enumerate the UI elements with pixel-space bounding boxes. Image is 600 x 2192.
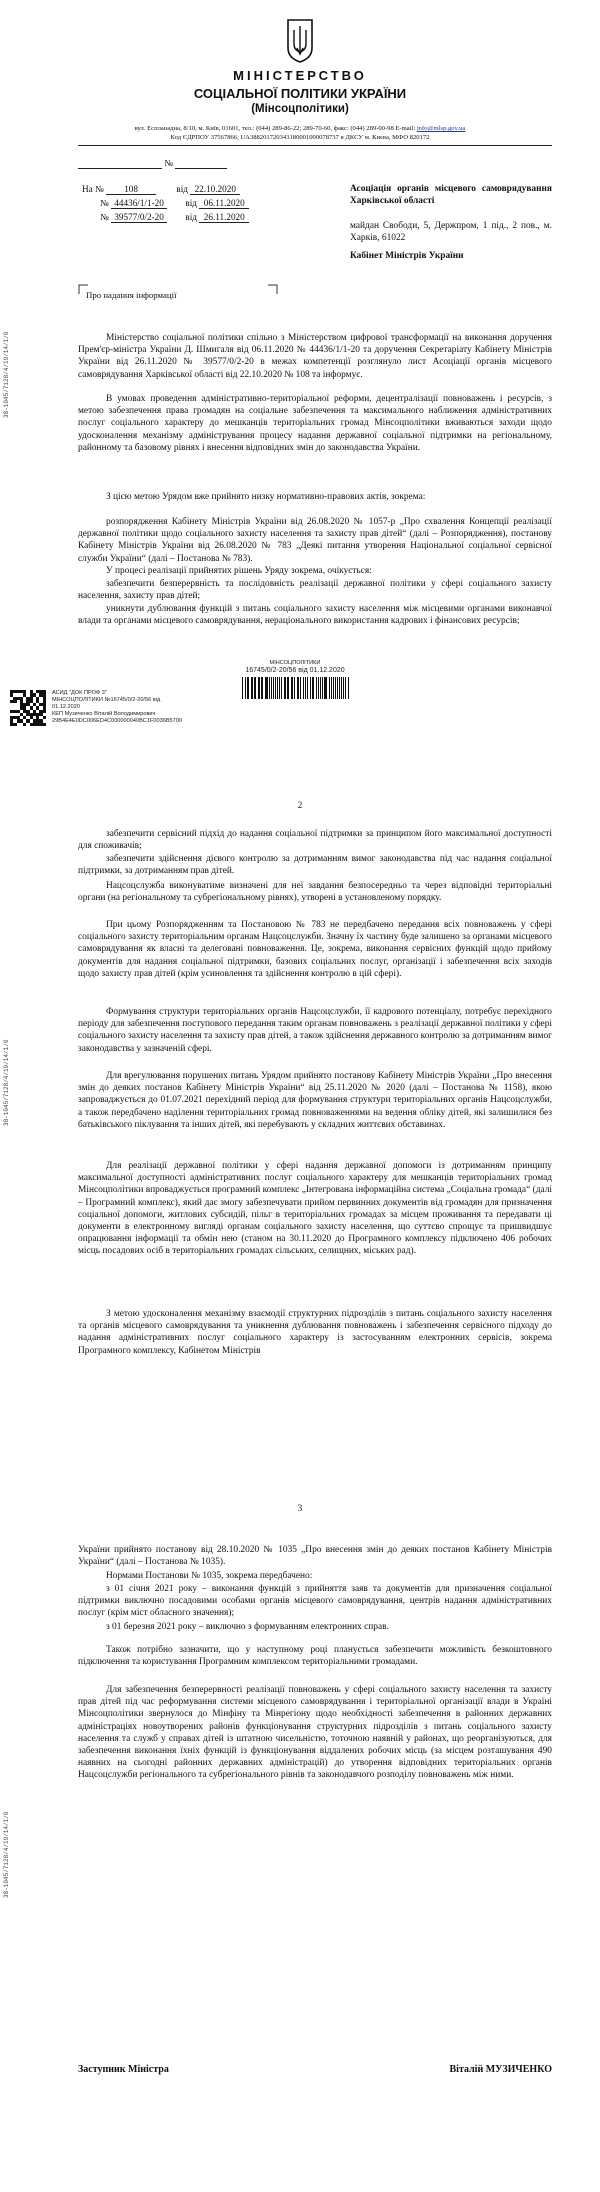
barcode-bar <box>337 677 338 699</box>
barcode-bar <box>324 677 325 699</box>
barcode-bar <box>300 677 301 699</box>
barcode-bar <box>271 677 272 699</box>
side-code: 38-1045/7128/4/19/14/1/0 <box>3 331 10 418</box>
paragraph: розпорядження Кабінету Міністрів України від 26.08.2020 № 1057-р „Про схвалення Концепції реалізації державної політики щодо соціального захисту населення та захисту прав дітей“ (далі – Розпорядження), постанову Кабінету Міністрів України від 26.08.2020 № 783 „Деякі питання утворення Національної соціальної сервісної служби України“ (далі – Постанова № 783). <box>78 517 552 564</box>
paragraph: забезпечити сервісний підхід до надання соціальної підтримки за принципом його максимальної доступності для споживачів; <box>78 829 552 852</box>
signatory-position: Заступник Міністра <box>78 2064 169 2075</box>
paragraph: Для врегулювання порушених питань Урядом прийнято постанову Кабінету Міністрів України „Про внесення змін до деяких постанов Кабінету Міністрів України“ від 25.11.2020 № 2020 (далі – Постанова № 1158), якою запроваджується до 01.07.2021 перехідний період для формування структури територіальних органів Нацсоцслужби, а також передбачено наділення територіальних громад повноваженнями на ведення обліку дітей, які залишилися без батьківського піклування та інших дітей, які перебувають у складних життєвих обставинах. <box>78 1071 552 1130</box>
barcode-bar <box>285 677 286 699</box>
contact-line: вул. Еспланадна, 8/10, м. Київ, 01601, тел.: (044) 289-86-22; 289-70-60, факс: (044) 289-00-98 E-mail: info@mlsp.gov.ua <box>134 125 466 132</box>
barcode-bar <box>251 677 253 699</box>
barcode-bar <box>339 677 340 699</box>
paragraph: забезпечити здійснення дієвого контролю за дотриманням вимог законодавства під час надання соціальної підтримки, за дотриманням прав дітей. <box>78 854 552 877</box>
barcode-bar <box>335 677 336 699</box>
barcode-bar <box>325 677 327 699</box>
header-divider <box>78 145 552 146</box>
paragraph: забезпечити безперервність та послідовність реалізації державної політики у сфері соціального захисту населення, захисту прав дітей; <box>78 579 552 602</box>
barcode-bar <box>345 677 347 699</box>
paragraph: Нормами Постанови № 1035, зокрема передбачено: <box>106 1571 313 1581</box>
page-number: 2 <box>297 800 303 810</box>
paragraph: уникнути дублювання функцій з питань соціального захисту населення між місцевими органами виконавчої влади та органами місцевого самоврядування, нераціонального використання кадрових і фінансових ресурсів; <box>78 604 552 627</box>
barcode-bar <box>333 677 334 699</box>
side-code: 38-1045/7128/4/19/14/1/0 <box>3 1039 10 1126</box>
barcode-bar <box>254 677 255 699</box>
barcode-bar <box>320 677 321 699</box>
barcode-bar <box>277 677 278 699</box>
barcode-bar <box>287 677 289 699</box>
paragraph: У процесі реалізації прийнятих рішень Уряду зокрема, очікується: <box>106 566 372 576</box>
barcode-bar <box>329 677 330 699</box>
barcode-bar <box>258 677 259 699</box>
barcode-bar <box>318 677 319 699</box>
barcode-bar <box>259 677 260 699</box>
barcode-bar <box>341 677 342 699</box>
barcode-bar <box>275 677 276 699</box>
registry-row: На № 108 від 22.10.2020 <box>82 184 302 195</box>
registration-number: 16745/0/2-20/56 від 01.12.2020 <box>245 667 345 674</box>
paragraph: України прийнято постанову від 28.10.2020 № 1035 „Про внесення змін до деяких постанов Кабінету Міністрів України“ (далі – Постанова № 1035). <box>78 1545 552 1568</box>
barcode-bar <box>248 677 249 699</box>
coat-of-arms-icon <box>286 18 314 64</box>
barcode-bar <box>273 677 274 699</box>
paragraph: З метою удосконалення механізму взаємодії структурних підрозділів з питань соціального захисту населення та органів місцевого самоврядування та уникнення дублювання повноважень і забезпечення сервісного підходу до надання адміністративних послуг соціального характеру із застосуванням електронних сервісів, зокрема Програмного комплексу, Кабінетом Міністрів <box>78 1309 552 1356</box>
barcode-bar <box>292 677 293 699</box>
barcode-bar <box>343 677 344 699</box>
page-number: 3 <box>297 1503 303 1513</box>
barcode-bar <box>297 677 298 699</box>
paragraph: з 01 січня 2021 року – виконання функцій з прийняття заяв та документів для призначення соціальної підтримки виключно посадовими особами органів місцевого самоврядування, центрів надання адміністративних послуг (крім міст обласного значення); <box>78 1584 552 1619</box>
barcode-bar <box>261 677 262 699</box>
barcode-bar <box>294 677 295 699</box>
outgoing-number: № <box>78 158 238 169</box>
barcode-bar <box>316 677 317 699</box>
subject-line: Про надання інформації <box>86 290 177 300</box>
paragraph: В умовах проведення адміністративно-територіальної реформи, децентралізації повноважень і ресурсів, з метою забезпечення права громадян на соціальне забезпечення та максимального наближення адміністративних послуг соціального характеру до мешканців територіальних громад Мінсоцполітики вживаються заходи щодо удосконалення механізму адміністрування процесу надання державної соціальної підтримки на регіональному, районному та базовому рівнях і внесення відповідних змін до законодавства України. <box>78 394 552 453</box>
barcode-bar <box>310 677 311 699</box>
paragraph: Для реалізації державної політики у сфері надання державної допомоги із дотриманням принципу максимальної доступності адміністративних послуг соціального характеру для мешканців територіальних громад Мінсоцполітики впроваджується програмний комплекс „Інтегрована інформаційна система „Соціальна громада“ (далі – Програмний комплекс), який дає змогу забезпечувати прийом первинних документів від громадян для призначення соціальної допомоги, житлових субсидій, пільг в територіальних громадах за місцем проживання та передавати ці документи в електронному вигляді органам соціального захисту населення, що суттєво спрощує та пришвидшує опрацювання інформації та обмін нею (станом на 30.11.2020 до Програмного комплексу підключено 406 робочих місць посадових осіб в територіальних громадах сільських, селищних, міських рад). <box>78 1161 552 1257</box>
barcode-bar <box>298 677 299 699</box>
paragraph: Міністерство соціальної політики спільно з Міністерством цифрової трансформації на виконання доручення Прем'єр-міністра України Д. Шмигаля від 06.11.2020 № 44436/1/1-20 та доручення Секретаріату Кабінету Міністрів України від 26.11.2020 № 39577/0/2-20 в межах компетенції розглянуло лист Асоціації органів місцевого самоврядування Харківської області від 22.10.2020 № 108 та інформує. <box>78 333 552 380</box>
ministry-short-name: (Мінсоцполітики) <box>251 103 349 115</box>
bank-details: Код ЄДРПОУ 37567866, UA388201720343180001000078737 в ДКСУ м. Києва, МФО 820172 <box>170 134 430 141</box>
registry-row: № 39577/0/2-20 від 26.11.2020 <box>100 212 310 223</box>
barcode-bar <box>269 677 270 699</box>
barcode-bar <box>281 677 282 699</box>
barcode-bar <box>305 677 306 699</box>
paragraph: Для забезпечення безперервності реалізації повноважень у сфері соціального захисту населення та захисту прав дітей під час реформування системи місцевого самоврядування і територіальної організації влади в Україні Мінсоцполітики звернулося до Мінфіну та Мінрегіону щодо необхідності забезпечення в районних державних адміністраціях новоутворених районів функціонування структурних підрозділів з питань соціального захисту населення та служб у справах дітей із штатною чисельністю, тоточною наявній у районах, що реорганізуються, для забезпечення виконання їхніх функцій із функціонування віддалених робочих місць (за місцем розташування 490 наявних на сьогодні районних державних адміністрацій) до утворення відповідних територіальних органів Нацсоцслужби регіонального та субрегіонального рівнів та законодавчого розподілу повноважень між ними. <box>78 1685 552 1781</box>
paragraph: При цьому Розпорядженням та Постановою № 783 не передбачено передання всіх повноважень у сфері соціального захисту територіальним органам Нацсоцслужби. Значну їх частину буде залишено за органами місцевого самоврядування як власні та делеговані повноваження. Це, зокрема, виконання сервісних функцій щодо прийому документів для надання соціальної підтримки, базових соціальних послуг, організації і забезпечення всіх заходів щодо захисту прав дітей (крім усиновлення та здійснення контролю в цій сфері). <box>78 920 552 979</box>
barcode-bar <box>279 677 280 699</box>
paragraph: З цією метою Урядом вже прийнято низку нормативно-правових актів, зокрема: <box>106 492 426 502</box>
barcode-bar <box>284 677 285 699</box>
barcode-bar <box>245 677 246 699</box>
barcode-bar <box>247 677 248 699</box>
email-link[interactable]: info@mlsp.gov.ua <box>416 125 466 132</box>
qr-code <box>10 690 46 726</box>
registry-row: № 44436/1/1-20 від 06.11.2020 <box>100 198 310 209</box>
barcode-bar <box>303 677 305 699</box>
barcode-bar <box>266 677 268 699</box>
side-code: 38-1045/7128/4/19/14/1/0 <box>3 1811 10 1898</box>
ministry-subtitle: СОЦІАЛЬНОЇ ПОЛІТИКИ УКРАЇНИ <box>193 86 407 101</box>
barcode-bar <box>348 677 349 699</box>
barcode-bar <box>291 677 292 699</box>
barcode-bar <box>331 677 332 699</box>
qr-caption: АСИД "ДОК ПРОФ 3" МІНСОЦПОЛІТИКИ №16745/0/2-20/56 від 01.12.2020 КЕП Музиченко Віталій Володимирович 29B4E4E0DC006ED4C000000040BC1F0036B5700 <box>52 690 182 724</box>
addressee-address: майдан Свободи, 5, Держпром, 1 під., 2 пов., м. Харків, 61022 <box>350 221 552 243</box>
barcode-bar <box>265 677 266 699</box>
barcode <box>242 677 350 699</box>
addressee-cabinet: Кабінет Міністрів України <box>350 251 464 261</box>
registration-label: МІНСОЦПОЛІТИКИ <box>269 660 321 666</box>
barcode-bar <box>255 677 256 699</box>
barcode-bar <box>242 677 243 699</box>
barcode-bar <box>307 677 308 699</box>
barcode-bar <box>322 677 323 699</box>
ministry-title: МІНІСТЕРСТВО <box>233 68 367 83</box>
addressee: Асоціація органів місцевого самоврядування Харківської області <box>350 184 552 206</box>
paragraph: Також потрібно зазначити, що у наступному році планується забезпечити можливість безкоштовного підключення та користування Програмним комплексом територіальними громадами. <box>78 1645 552 1668</box>
qr-module <box>43 723 46 726</box>
barcode-bar <box>313 677 314 699</box>
signatory-name: Віталій МУЗИЧЕНКО <box>449 2064 552 2075</box>
barcode-bar <box>312 677 313 699</box>
paragraph: Нацсоцслужба виконуватиме визначені для неї завдання безпосередньо та через відповідні територіальні органи (на регіональному та субрегіональному рівнях), утворені в установленому порядку. <box>78 881 552 904</box>
paragraph: Формування структури територіальних органів Нацсоцслужби, її кадрового потенціалу, потребує перехідного періоду для забезпечення поступового передання таким органам повноважень з реалізації державної політики у сфері соціального захисту населення та захисту прав дітей, а також здійснення державного контролю за дотриманням вимог законодавства у зазначеній сфері. <box>78 1007 552 1054</box>
paragraph: з 01 березня 2021 року – виключно з формуванням електронних справ. <box>106 1622 389 1632</box>
